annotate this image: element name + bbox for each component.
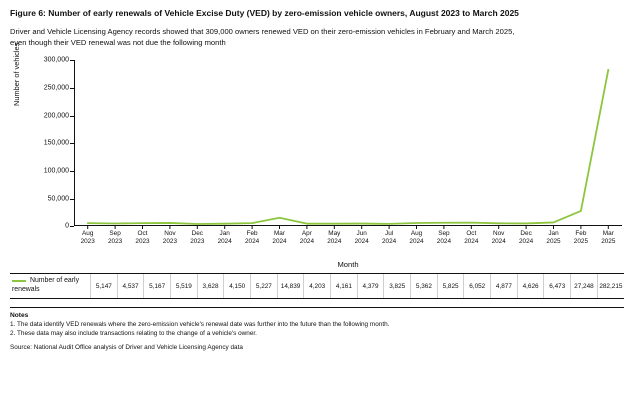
x-tick-year: 2025 xyxy=(601,238,616,246)
x-tick-year: 2025 xyxy=(573,238,588,246)
x-axis-tick-label xyxy=(190,230,204,246)
figure-title: Figure 6: Number of early renewals of Vehicle Excise Duty (VED) by zero-emission vehicle owners, August 2023 to March 2025 xyxy=(10,8,519,18)
y-axis-tick-mark xyxy=(70,60,74,61)
data-table-wrap xyxy=(10,273,624,298)
y-axis-tick-mark xyxy=(70,143,74,144)
x-tick-month: Apr xyxy=(301,230,312,238)
y-axis-tick-label: 300,000 xyxy=(43,56,69,64)
plot-region xyxy=(43,56,622,230)
table-cell-value: 5,519 xyxy=(171,274,198,297)
x-tick-year: 2024 xyxy=(491,238,506,246)
x-tick-year: 2023 xyxy=(135,238,150,246)
x-axis-tick-label xyxy=(245,230,259,246)
x-tick-year: 2024 xyxy=(436,238,451,246)
x-axis-tick-label xyxy=(464,230,478,246)
table-cell-value: 4,150 xyxy=(224,274,251,297)
data-table xyxy=(10,274,624,297)
x-tick-month: Nov xyxy=(164,230,176,238)
x-tick-month: Jan xyxy=(548,230,559,238)
table-cell-value: 4,161 xyxy=(331,274,358,297)
table-cell-value: 5,147 xyxy=(91,274,118,297)
table-cell-value: 27,248 xyxy=(571,274,598,297)
table-cell-value: 4,626 xyxy=(517,274,544,297)
x-axis-tick-label xyxy=(601,230,615,246)
table-cell-value: 6,052 xyxy=(464,274,491,297)
table-cell-value: 4,203 xyxy=(304,274,331,297)
chart-area xyxy=(10,43,624,270)
x-axis-tick-label xyxy=(218,230,232,246)
x-tick-month: Jul xyxy=(385,230,394,238)
line-swatch-icon xyxy=(12,280,26,282)
y-axis-tick-label: 250,000 xyxy=(43,84,69,92)
x-tick-month: Jan xyxy=(219,230,230,238)
x-axis-tick-label xyxy=(492,230,506,246)
x-axis-tick-labels xyxy=(74,230,622,262)
note-item: 2. These data may also include transactions relating to the change of a vehicle's owner. xyxy=(10,329,257,337)
x-tick-year: 2024 xyxy=(381,238,397,246)
x-tick-year: 2024 xyxy=(244,238,260,246)
y-axis-tick-label: 50,000 xyxy=(47,195,69,203)
notes-section xyxy=(10,307,624,339)
table-cell-value: 3,628 xyxy=(197,274,224,297)
x-axis-tick-label xyxy=(382,230,396,246)
y-axis-title: Number of vehicles xyxy=(12,43,21,107)
table-cell-value: 282,215 xyxy=(597,274,624,297)
x-tick-year: 2023 xyxy=(80,238,95,246)
x-axis-tick-label xyxy=(272,230,286,246)
x-tick-month: Nov xyxy=(493,230,505,238)
x-tick-year: 2023 xyxy=(190,238,205,246)
y-axis-tick-mark xyxy=(70,171,74,172)
x-tick-month: Sep xyxy=(109,230,121,238)
x-axis-tick-label xyxy=(437,230,451,246)
x-tick-year: 2024 xyxy=(299,238,314,246)
table-cell-value: 5,825 xyxy=(437,274,464,297)
figure-page xyxy=(0,8,634,411)
notes-heading: Notes xyxy=(10,311,29,319)
x-tick-month: Mar xyxy=(602,230,614,238)
x-tick-month: May xyxy=(328,230,341,238)
x-tick-year: 2024 xyxy=(354,238,369,246)
x-tick-year: 2024 xyxy=(272,238,287,246)
table-cell-value: 4,877 xyxy=(491,274,518,297)
x-tick-month: Jun xyxy=(356,230,367,238)
table-row xyxy=(10,274,624,297)
x-tick-year: 2024 xyxy=(217,238,232,246)
x-axis-tick-label xyxy=(163,230,177,246)
source-line: Source: National Audit Office analysis of Driver and Vehicle Licensing Agency data xyxy=(10,343,243,351)
table-cell-value: 5,167 xyxy=(144,274,171,297)
table-cell-value: 4,537 xyxy=(117,274,144,297)
y-axis-tick-mark xyxy=(70,199,74,200)
y-axis-tick-mark xyxy=(70,226,74,227)
x-axis-tick-label xyxy=(409,230,423,246)
x-tick-year: 2024 xyxy=(409,238,424,246)
series-legend-label: Number of early renewals xyxy=(12,277,80,294)
series-line xyxy=(74,60,622,226)
x-axis-tick-label xyxy=(519,230,533,246)
table-cell-value: 6,473 xyxy=(544,274,571,297)
x-tick-month: Feb xyxy=(575,230,587,238)
x-axis-tick-label xyxy=(574,230,588,246)
x-tick-year: 2023 xyxy=(107,238,123,246)
table-cell-value: 14,839 xyxy=(277,274,304,297)
x-axis-tick-label xyxy=(108,230,122,246)
x-tick-month: Mar xyxy=(273,230,285,238)
note-item: 1. The data identify VED renewals where the zero-emission vehicle's renewal date was further into the future than the following month. xyxy=(10,320,390,328)
x-tick-month: Sep xyxy=(438,230,450,238)
x-axis-tick-label xyxy=(300,230,314,246)
series-legend-cell xyxy=(10,274,91,297)
y-axis-tick-label: 200,000 xyxy=(43,112,69,120)
x-tick-month: Aug xyxy=(410,230,423,238)
table-cell-value: 4,379 xyxy=(357,274,384,297)
y-axis-tick-label: 0 xyxy=(65,222,69,230)
x-tick-month: Aug xyxy=(82,230,94,238)
table-cell-value: 5,227 xyxy=(251,274,278,297)
y-axis-tick-mark xyxy=(70,88,74,89)
x-axis-tick-label xyxy=(81,230,95,246)
x-tick-month: Dec xyxy=(191,230,203,238)
x-tick-year: 2025 xyxy=(546,238,561,246)
x-tick-month: Oct xyxy=(137,230,148,238)
x-tick-month: Oct xyxy=(466,230,477,238)
x-tick-year: 2024 xyxy=(518,238,534,246)
x-axis-tick-label xyxy=(355,230,369,246)
x-tick-month: Feb xyxy=(246,230,258,238)
x-tick-year: 2023 xyxy=(162,238,177,246)
x-axis-title: Month xyxy=(337,260,359,270)
x-axis-tick-label xyxy=(327,230,341,246)
y-axis-tick-label: 150,000 xyxy=(43,139,69,147)
x-axis-tick-label xyxy=(546,230,560,246)
table-cell-value: 3,825 xyxy=(384,274,411,297)
table-cell-value: 5,362 xyxy=(411,274,438,297)
x-tick-month: Dec xyxy=(520,230,532,238)
x-tick-year: 2024 xyxy=(464,238,479,246)
x-axis-tick-label xyxy=(135,230,149,246)
y-axis-tick-label: 100,000 xyxy=(43,167,69,175)
y-axis-tick-mark xyxy=(70,116,74,117)
x-tick-year: 2024 xyxy=(327,238,342,246)
figure-subtitle: Driver and Vehicle Licensing Agency records showed that 309,000 owners renewed VED on their zero-emission vehicles in February and March 2025, even though their VED renewal was not due the following month xyxy=(10,27,515,48)
